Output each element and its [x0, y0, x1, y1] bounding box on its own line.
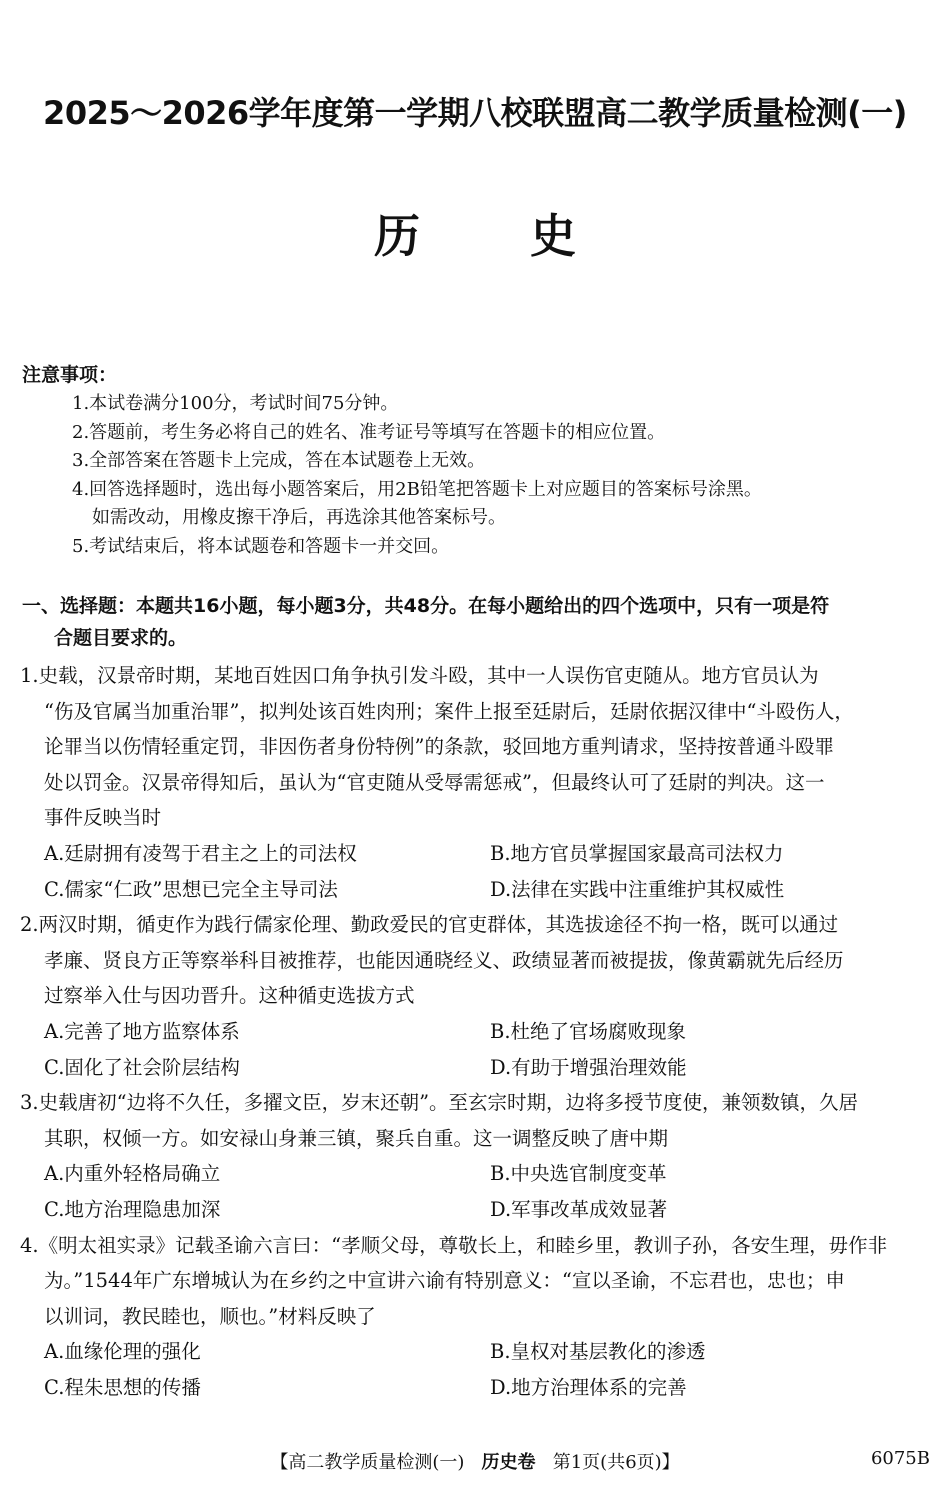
- question-stem-line: 以训词，教民睦也，顺也。”材料反映了: [44, 1304, 376, 1328]
- question-1: [20, 658, 932, 907]
- option-a: A.内重外轻格局确立: [44, 1162, 221, 1186]
- option-d: D.有助于增强治理效能: [490, 1055, 687, 1079]
- notice-item: 4.回答选择题时，选出每小题答案后，用2B铅笔把答题卡上对应题目的答案标号涂黑。: [72, 478, 762, 500]
- question-stem-line: 4.《明太祖实录》记载圣谕六言曰：“孝顺父母，尊敬长上，和睦乡里，教训子孙，各安生理，毋作非: [20, 1233, 888, 1257]
- question-stem-line: 孝廉、贤良方正等察举科目被推荐，也能因通晓经义、政绩显著而被提拔，像黄霸就先后经历: [44, 948, 844, 972]
- question-stem-line: 论罪当以伤情轻重定罚，非因伤者身份特例”的条款，驳回地方重判请求，坚持按普通斗殴罪: [44, 735, 834, 759]
- option-a: A.完善了地方监察体系: [44, 1019, 240, 1043]
- option-c: C.地方治理隐患加深: [44, 1197, 221, 1221]
- footer-paper-code: 6075B: [870, 1448, 930, 1469]
- question-stem-line: “伤及官属当加重治罪”，拟判处该百姓肉刑；案件上报至廷尉后，廷尉依据汉律中“斗殴伤人，: [44, 699, 854, 723]
- notice-item: 如需改动，用橡皮擦干净后，再选涂其他答案标号。: [92, 507, 506, 528]
- notice-heading: 注意事项：: [22, 364, 118, 386]
- question-stem-line: 为。”1544年广东增城认为在乡约之中宣讲六谕有特别意义：“宣以圣谕，不忘君也，忠也；申: [44, 1269, 845, 1293]
- question-stem-line: 过察举入仕与因功晋升。这种循吏选拔方式: [44, 984, 415, 1008]
- option-a: A.廷尉拥有凌驾于君主之上的司法权: [44, 841, 357, 865]
- question-3: [20, 1085, 932, 1227]
- footer-page-number: 第1页(共6页)】: [552, 1452, 680, 1473]
- question-stem-line: 1.史载，汉景帝时期，某地百姓因口角争执引发斗殴，其中一人误伤官吏随从。地方官员认为: [20, 664, 819, 687]
- question-4: [20, 1228, 932, 1406]
- option-d: D.地方治理体系的完善: [490, 1375, 687, 1399]
- notice-item: 2.答题前，考生务必将自己的姓名、准考证号等填写在答题卡的相应位置。: [72, 421, 666, 443]
- question-stem-line: 其职，权倾一方。如安禄山身兼三镇，聚兵自重。这一调整反映了唐中期: [44, 1126, 669, 1150]
- option-d: D.军事改革成效显著: [490, 1197, 668, 1221]
- option-b: B.杜绝了官场腐败现象: [490, 1019, 687, 1043]
- notice-list: [72, 390, 762, 561]
- question-stem-line: 3.史载唐初“边将不久任，多擢文臣，岁末还朝”。至玄宗时期，边将多授节度使，兼领数镇，久居: [20, 1091, 859, 1115]
- question-list: [20, 658, 932, 1405]
- question-stem-line: 2.两汉时期，循吏作为践行儒家伦理、勤政爱民的官吏群体，其选拔途径不拘一格，既可以通过: [20, 913, 839, 937]
- notice-item: 3.全部答案在答题卡上完成，答在本试题卷上无效。: [72, 450, 486, 471]
- section-heading-line: 合题目要求的。: [54, 627, 188, 649]
- option-a: A.血缘伦理的强化: [44, 1340, 201, 1364]
- subject-title: 历史: [374, 209, 686, 263]
- option-b: B.中央选官制度变革: [490, 1162, 667, 1186]
- question-stem-line: 事件反映当时: [44, 806, 162, 830]
- exam-title: 2025～2026学年度第一学期八校联盟高二教学质量检测(一): [43, 94, 907, 132]
- question-stem-line: 处以罚金。汉景帝得知后，虽认为“官吏随从受辱需惩戒”，但最终认可了廷尉的判决。这一: [44, 770, 825, 794]
- section-heading-line: 一、选择题：本题共16小题，每小题3分，共48分。在每小题给出的四个选项中，只有一项是符: [22, 595, 830, 617]
- option-b: B.地方官员掌握国家最高司法权力: [490, 841, 784, 865]
- option-c: C.儒家“仁政”思想已完全主导司法: [44, 877, 338, 901]
- notice-item: 5.考试结束后，将本试题卷和答题卡一并交回。: [72, 535, 450, 557]
- option-c: C.固化了社会阶层结构: [44, 1055, 240, 1079]
- option-b: B.皇权对基层教化的渗透: [490, 1340, 706, 1364]
- notice-item: 1.本试卷满分100分，考试时间75分钟。: [72, 393, 399, 414]
- footer-label: [0, 1448, 950, 1474]
- section-heading: [22, 590, 932, 654]
- question-2: [20, 907, 932, 1085]
- footer-subject: 历史卷: [481, 1452, 536, 1473]
- option-d: D.法律在实践中注重维护其权威性: [490, 877, 785, 901]
- footer-exam-name: 【高二教学质量检测(一): [270, 1452, 465, 1473]
- option-c: C.程朱思想的传播: [44, 1375, 201, 1399]
